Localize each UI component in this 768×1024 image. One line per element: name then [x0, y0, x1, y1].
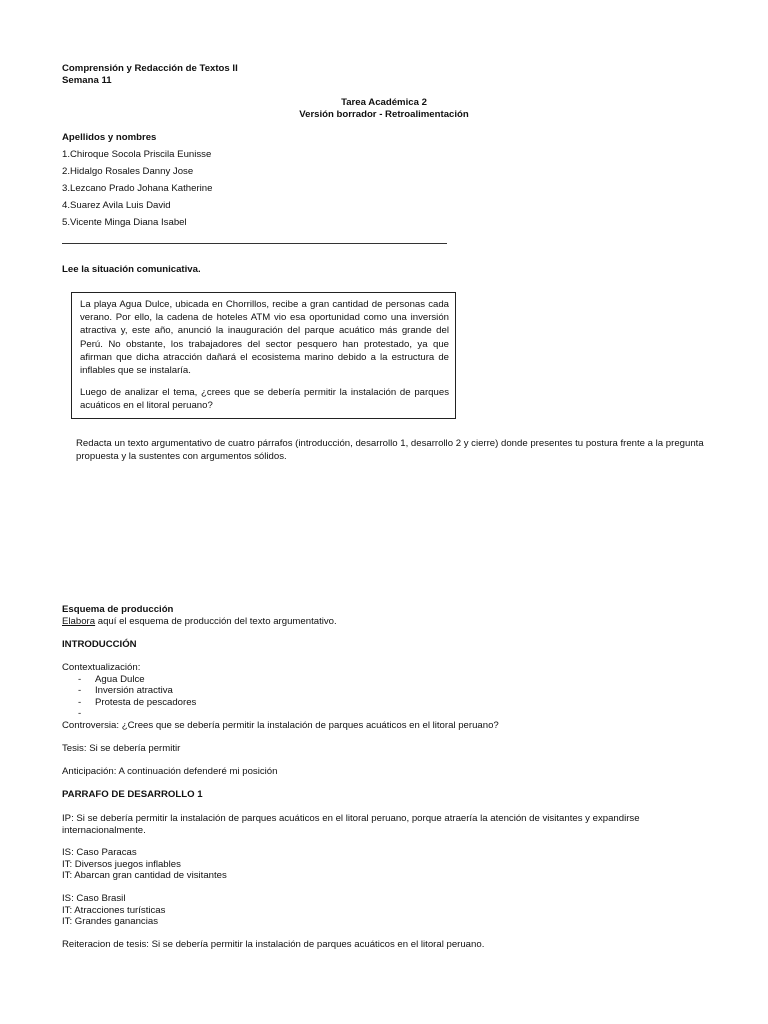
member-item: 5.Vicente Minga Diana Isabel	[62, 217, 187, 228]
main-idea: IP: Si se debería permitir la instalación de parques acuáticos en el litoral peruano, porque atraería la atención de visitantes y expandirse internacionalmente.	[62, 813, 640, 836]
tertiary-idea: IT: Grandes ganancias	[62, 916, 158, 928]
support-group-2	[62, 893, 165, 928]
writing-instruction: Redacta un texto argumentativo de cuatro párrafos (introducción, desarrollo 1, desarrollo 2 y cierre) donde presentes tu postura frente a la pregunta propuesta y la sustentes con argumentos sólidos.	[76, 438, 704, 462]
context-item: - Inversión atractiva	[62, 685, 499, 697]
version-subtitle: Versión borrador - Retroalimentación	[299, 109, 469, 120]
course-header	[62, 63, 238, 86]
situation-question: Luego de analizar el tema, ¿crees que se debería permitir la instalación de parques acuáticos en el litoral peruano?	[80, 387, 449, 412]
thesis-line: Tesis: Si se debería permitir	[62, 743, 181, 754]
support-group-1	[62, 847, 227, 882]
situation-heading: Lee la situación comunicativa.	[62, 264, 201, 275]
assignment-title: Tarea Académica 2	[341, 97, 427, 108]
thesis-reiteration: Reiteracion de tesis: Si se debería permitir la instalación de parques acuáticos en el litoral peruano.	[62, 939, 485, 950]
situation-box	[71, 292, 456, 419]
elabora-word: Elabora	[62, 615, 96, 627]
tertiary-idea: IT: Atracciones turísticas	[62, 904, 166, 916]
members-heading: Apellidos y nombres	[62, 132, 157, 143]
context-list	[62, 674, 499, 720]
tertiary-idea: IT: Diversos juegos inflables	[62, 858, 181, 870]
member-item: 2.Hidalgo Rosales Danny Jose	[62, 166, 194, 177]
week-label: Semana 11	[62, 74, 112, 86]
intro-heading: INTRODUCCIÓN	[62, 639, 137, 650]
member-item: 3.Lezcano Prado Johana Katherine	[62, 183, 213, 194]
scheme-heading: Esquema de producción	[62, 604, 174, 615]
scheme-subtitle-rest: aquí el esquema de producción del texto argumentativo.	[95, 615, 337, 627]
separator-line	[62, 243, 447, 244]
context-item: - Agua Dulce	[62, 674, 499, 686]
context-item	[62, 708, 499, 720]
scheme-section	[62, 604, 337, 627]
anticipation-line: Anticipación: A continuación defenderé mi posición	[62, 766, 278, 777]
course-title: Comprensión y Redacción de Textos II	[62, 63, 238, 74]
scheme-subtitle	[62, 616, 337, 628]
member-item: 1.Chiroque Socola Priscila Eunisse	[62, 149, 212, 160]
tertiary-idea: IT: Abarcan gran cantidad de visitantes	[62, 870, 227, 882]
situation-paragraph: La playa Agua Dulce, ubicada en Chorrillos, recibe a gran cantidad de personas cada verano. Por ello, la cadena de hoteles ATM vio esa oportunidad como una inversión atractiva y, este año, anunció la inauguración del parque acuático más grande del Perú. No obstante, los trabajadores del sector pesquero han protestado, ya que afirman que dicha atracción dañará el ecosistema marino debido a la estructura de inflables que se instalaría.	[80, 299, 449, 377]
development-1-heading: PARRAFO DE DESARROLLO 1	[62, 789, 203, 800]
secondary-idea: IS: Caso Paracas	[62, 847, 137, 858]
context-label: Contextualización:	[62, 662, 141, 673]
controversy-line: Controversia: ¿Crees que se debería permitir la instalación de parques acuáticos en el litoral peruano?	[62, 719, 499, 731]
secondary-idea: IS: Caso Brasil	[62, 893, 126, 904]
member-item: 4.Suarez Avila Luis David	[62, 200, 171, 211]
context-item: - Protesta de pescadores	[62, 697, 499, 709]
context-block	[62, 662, 499, 732]
